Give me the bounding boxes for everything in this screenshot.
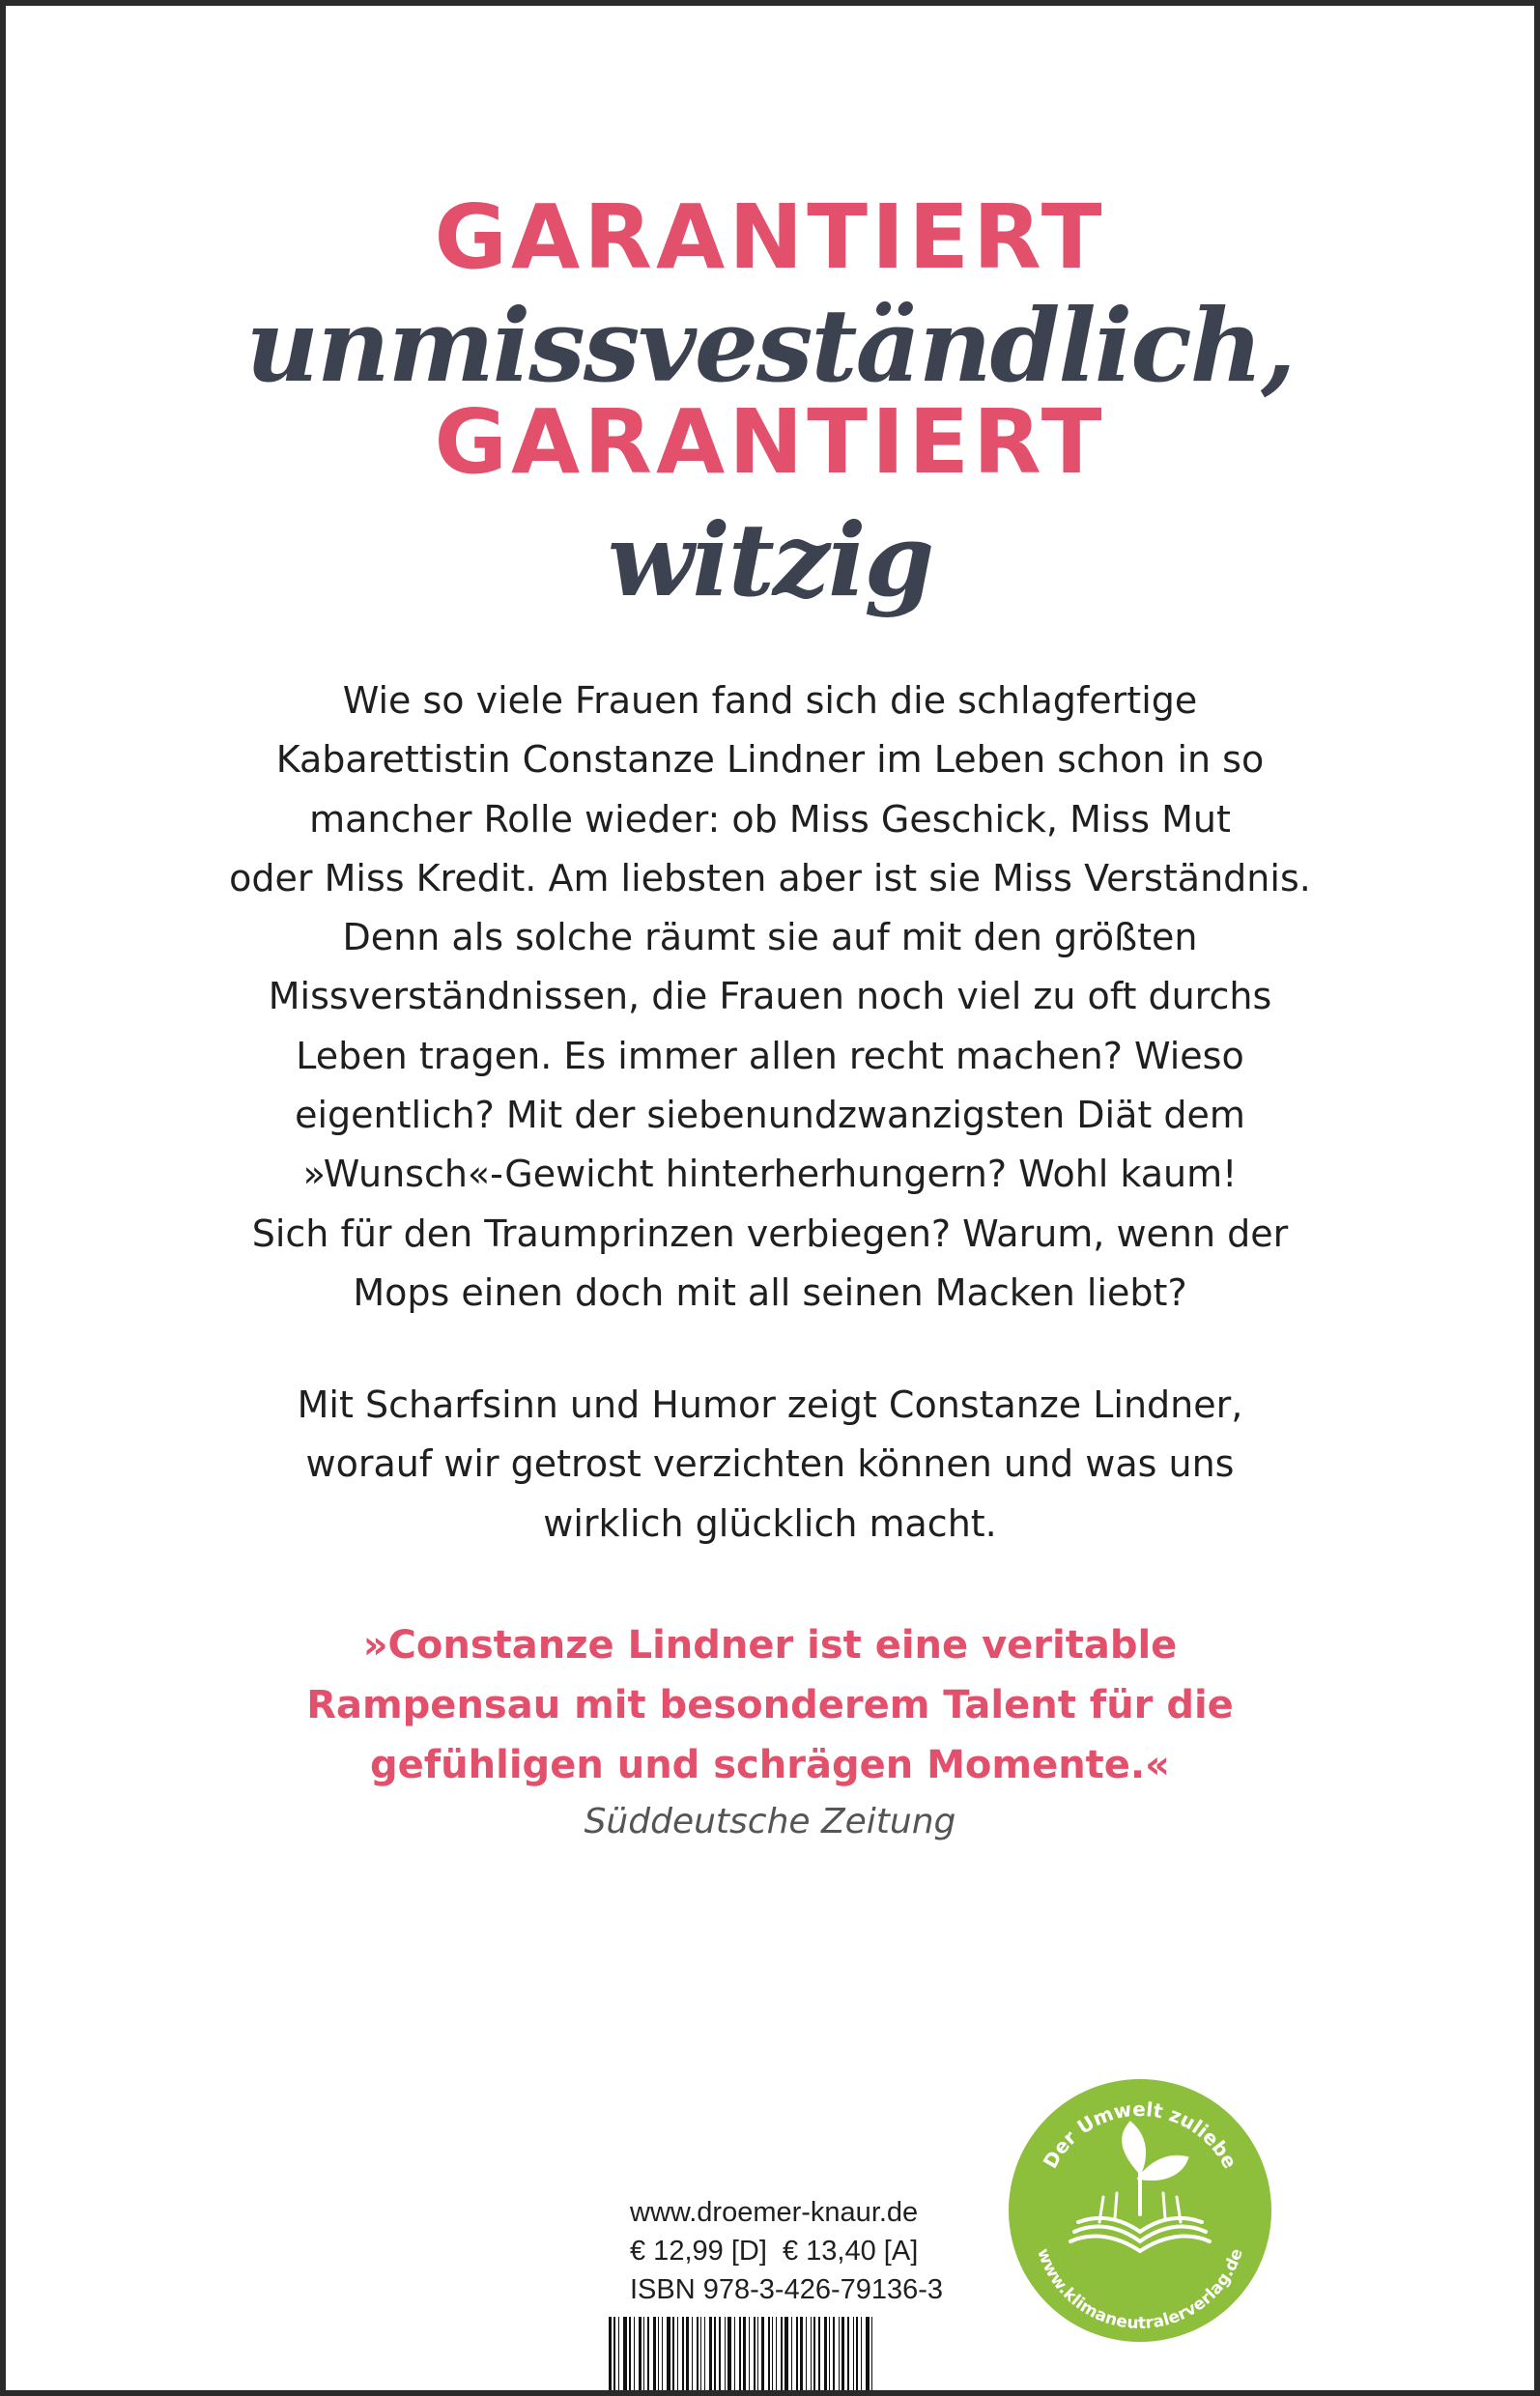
barcode-bar: [634, 2317, 635, 2390]
barcode-bar: [749, 2317, 750, 2390]
blurb-line: mancher Rolle wieder: ob Miss Geschick, Miss Mut: [309, 797, 1231, 841]
barcode-bar: [772, 2317, 773, 2390]
barcode-bar: [658, 2317, 659, 2390]
barcode-bar: [866, 2317, 870, 2390]
barcode-bar: [806, 2317, 807, 2390]
barcode-bar: [643, 2317, 644, 2390]
barcode-bar: [662, 2317, 663, 2390]
barcode-bar: [734, 2317, 735, 2390]
blurb-line: Mit Scharfsinn und Humor zeigt Constanze Lindner,: [297, 1383, 1243, 1426]
barcode-bar: [871, 2317, 872, 2390]
barcode-bar: [784, 2317, 788, 2390]
barcode-bar: [714, 2317, 716, 2390]
blurb-line: Missverständnissen, die Frauen noch viel zu oft durchs: [268, 975, 1272, 1018]
blurb-line: Kabarettistin Constanze Lindner im Leben schon in so: [275, 738, 1265, 782]
barcode-bar: [700, 2317, 701, 2390]
quote-line: gefühligen und schrägen Momente.«: [370, 1743, 1170, 1787]
blurb-line: Denn als solche räumt sie auf mit den größten: [342, 916, 1198, 959]
barcode-bar: [853, 2317, 854, 2390]
quote-source: Süddeutsche Zeitung: [584, 1802, 956, 1841]
blurb-paragraph-1: [116, 671, 1424, 1323]
barcode-bar: [768, 2317, 770, 2390]
publisher-website: www.droemer-knaur.de: [630, 2197, 919, 2228]
barcode-bar: [725, 2317, 726, 2390]
barcode-bar: [704, 2317, 705, 2390]
blurb-line: wirklich glücklich macht.: [543, 1501, 997, 1545]
barcode-bar: [743, 2317, 746, 2390]
barcode-bar: [709, 2317, 712, 2390]
barcode-bar: [841, 2317, 844, 2390]
barcode-bar: [677, 2317, 678, 2390]
barcode-bar: [856, 2317, 858, 2390]
blurb-line: eigentlich? Mit der siebenundzwanzigsten Diät dem: [295, 1094, 1245, 1137]
blurb-line: oder Miss Kredit. Am liebsten aber ist sie Miss Verständnis.: [229, 856, 1311, 899]
barcode-bar: [719, 2317, 721, 2390]
isbn-barcode: [609, 2317, 927, 2390]
barcode-bar: [811, 2317, 812, 2390]
climate-neutral-badge: [1007, 2077, 1273, 2344]
barcode-bar: [776, 2317, 777, 2390]
barcode-bar: [639, 2317, 642, 2390]
badge-bottom-text: www.klimaneutralerverlag.de: [1033, 2245, 1247, 2334]
barcode-bar: [697, 2317, 699, 2390]
headline-script-witzig: witzig: [607, 500, 933, 619]
press-quote: [116, 1615, 1424, 1795]
barcode-bar: [618, 2317, 619, 2390]
barcode-bar: [824, 2317, 827, 2390]
headline-garantiert-2: GARANTIERT: [434, 390, 1106, 494]
blurb-line: Leben tragen. Es immer allen recht machen? Wieso: [296, 1034, 1244, 1077]
barcode-bar: [861, 2317, 862, 2390]
quote-line: Rampensau mit besonderem Talent für die: [306, 1683, 1234, 1727]
blurb-paragraph-2: [116, 1376, 1424, 1554]
price-label: € 12,99 [D] € 13,40 [A]: [630, 2236, 919, 2267]
blurb-line: Mops einen doch mit all seinen Macken liebt?: [353, 1270, 1187, 1314]
barcode-bar: [623, 2317, 627, 2390]
barcode-bar: [847, 2317, 849, 2390]
headline-script-unmissverstaendlich: unmissveständlich,: [245, 286, 1295, 405]
barcode-bar: [839, 2317, 840, 2390]
barcode-bar: [609, 2317, 612, 2390]
barcode-bar: [727, 2317, 731, 2390]
isbn-label: ISBN 978-3-426-79136-3: [630, 2274, 944, 2305]
quote-line: »Constanze Lindner ist eine veritable: [362, 1623, 1178, 1668]
barcode-bar: [739, 2317, 741, 2390]
badge-top-text: Der Umwelt zuliebe: [1038, 2096, 1242, 2173]
barcode-bar: [833, 2317, 835, 2390]
barcode-bar: [686, 2317, 689, 2390]
barcode-bar: [791, 2317, 792, 2390]
barcode-bar: [647, 2317, 649, 2390]
headline-garantiert-1: GARANTIERT: [434, 185, 1106, 289]
barcode-bar: [672, 2317, 674, 2390]
barcode-bar: [781, 2317, 783, 2390]
barcode-bar: [813, 2317, 815, 2390]
blurb-line: Wie so viele Frauen fand sich die schlagfertige: [342, 679, 1198, 722]
blurb-line: »Wunsch«-Gewicht hinterherhungern? Wohl kaum!: [302, 1153, 1238, 1196]
barcode-bar: [818, 2317, 820, 2390]
barcode-bar: [757, 2317, 758, 2390]
barcode-bar: [629, 2317, 631, 2390]
barcode-bar: [829, 2317, 830, 2390]
blurb-line: Sich für den Traumprinzen verbiegen? Warum, wenn der: [251, 1212, 1289, 1255]
barcode-bar: [682, 2317, 684, 2390]
barcode-bar: [692, 2317, 693, 2390]
barcode-bar: [796, 2317, 798, 2390]
barcode-bar: [667, 2317, 670, 2390]
barcode-bar: [754, 2317, 756, 2390]
barcode-bar: [613, 2317, 615, 2390]
imprint-block: [630, 2193, 943, 2309]
blurb-line: worauf wir getrost verzichten können und was uns: [305, 1442, 1235, 1486]
barcode-bar: [653, 2317, 656, 2390]
barcode-bar: [800, 2317, 803, 2390]
barcode-bar: [761, 2317, 764, 2390]
